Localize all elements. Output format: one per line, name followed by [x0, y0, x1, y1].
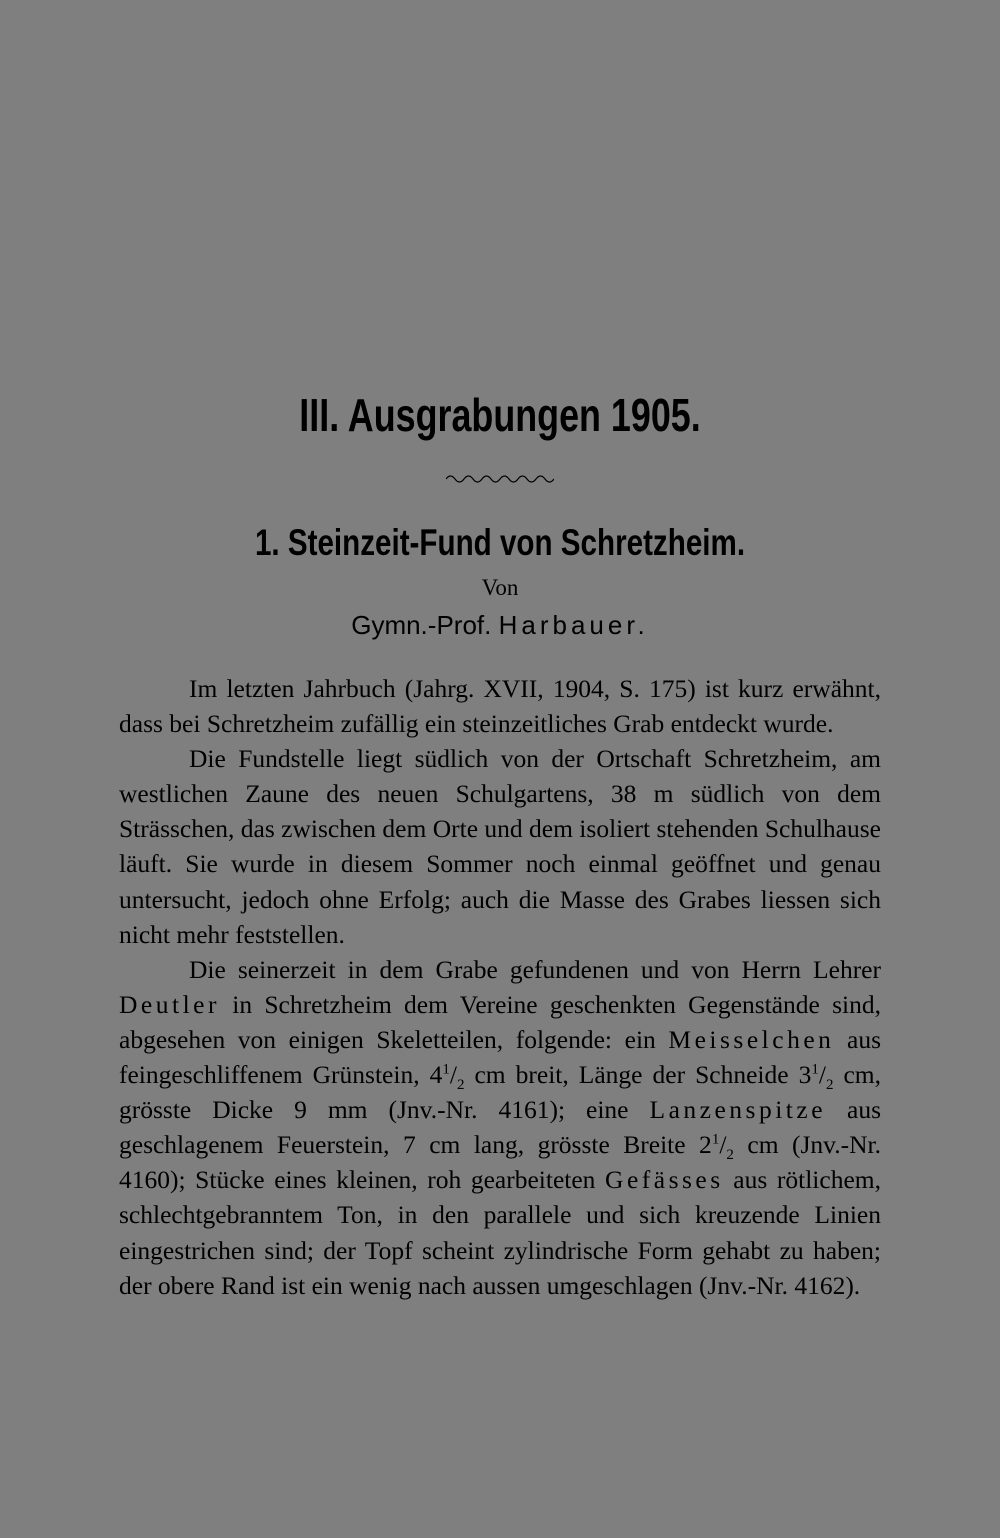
paragraph-2: Die Fundstelle liegt südlich von der Ortschaft Schretzheim, am westlichen Zaune des neuen Schulgartens, 38 m südlich von dem Strässchen, das zwischen dem Orte und dem isoliert stehenden Schulhause läuft. Sie wurde in diesem Sommer noch einmal geöffnet und genau untersucht, jedoch ohne Erfolg; auch die Masse des Grabes liessen sich nicht mehr feststellen. [119, 744, 881, 949]
spaced-term-gefaesses: Gefässes [605, 1165, 724, 1195]
author-name: Harbauer. [498, 610, 649, 640]
spaced-term-meisselchen: Meisselchen [668, 1024, 835, 1054]
paragraph-1: Im letzten Jahrbuch (Jahrg. XVII, 1904, S. 175) ist kurz erwähnt, dass bei Schretzheim zufällig ein steinzeitliches Grab entdeckt wurde. [119, 674, 881, 739]
article-title: 1. Steinzeit-Fund von Schretzheim. [254, 522, 746, 563]
p3-text-5: cm, grösste Dicke 9 mm (Jnv.-Nr. 4161); eine [119, 1060, 882, 1125]
p3-text-3: aus feingeschliffenem Grünstein, 4 [119, 1024, 882, 1090]
byline-author [0, 610, 1000, 641]
p3-text-8: aus rötlichem, schlechtgebranntem Ton, in den parallele und sich kreuzende Linien eingestrichen sind; der Topf scheint zylindrische Form gehabt zu haben; der obere Rand ist ein wenig nach aussen umgeschlagen (Jnv.-Nr. 4162). [119, 1165, 881, 1300]
p3-text-2: in Schretzheim dem Vereine geschenkten Gegenstände sind, abgesehen von einigen Skeletteilen, folgende: ein [119, 989, 881, 1054]
fraction-denominator: 2 [456, 1077, 465, 1094]
paragraph-3: Die seinerzeit in dem Grabe gefundenen und von Herrn Lehrer Deutler in Schretzheim dem Vereine geschenkten Gegenstände sind, abgesehen von einigen Skeletteilen, folgende: ein Meisselchen aus feingeschliffenem Grünstein, $4^1/_2$ cm breit, Länge der Schneide $3^1/_2$ cm, grösste Dicke 9 mm (Jnv.-Nr. 4161); eine Lanzenspitze aus geschlagenem Feuerstein, 7 cm lang, grösste Breite $2^1/_2$ cm (Jnv.-Nr. 4160); Stücke eines kleinen, roh gearbeiteten Gefässes aus rötlichem, schlechtgebranntem Ton, in den parallele und sich kreuzende Linien eingestrichen sind; der Topf scheint zylindrische Form gehabt zu haben; der obere Rand ist ein wenig nach aussen umgeschlagen (Jnv.-Nr. 4162). [119, 954, 882, 1300]
byline-von: Von [481, 575, 519, 600]
chapter-title: III. Ausgrabungen 1905. [299, 389, 701, 441]
author-prefix: Gymn.-Prof. [351, 610, 492, 640]
p3-text-6: aus geschlagenem Feuerstein, 7 cm lang, grösste Breite 2 [119, 1095, 881, 1160]
spaced-term-lanzenspitze: Lanzenspitze [649, 1095, 827, 1125]
spaced-name-deutler: Deutler [119, 989, 220, 1019]
body-text [119, 671, 881, 1303]
fraction-numerator: 1 [811, 1061, 819, 1078]
fraction-denominator: 2 [726, 1147, 734, 1164]
p3-text-1: Die seinerzeit in dem Grabe gefundenen und von Herrn Lehrer [189, 954, 881, 984]
fraction-numerator: 1 [711, 1131, 720, 1148]
p3-text-4: cm breit, Länge der Schneide 3 [474, 1060, 812, 1090]
fraction-denominator: 2 [825, 1077, 834, 1094]
wavy-divider-ornament [446, 472, 554, 486]
p3-text-7: cm (Jnv.-Nr. 4160); Stücke eines kleinen, roh gearbeiteten [119, 1130, 882, 1195]
fraction-numerator: 1 [442, 1061, 450, 1078]
